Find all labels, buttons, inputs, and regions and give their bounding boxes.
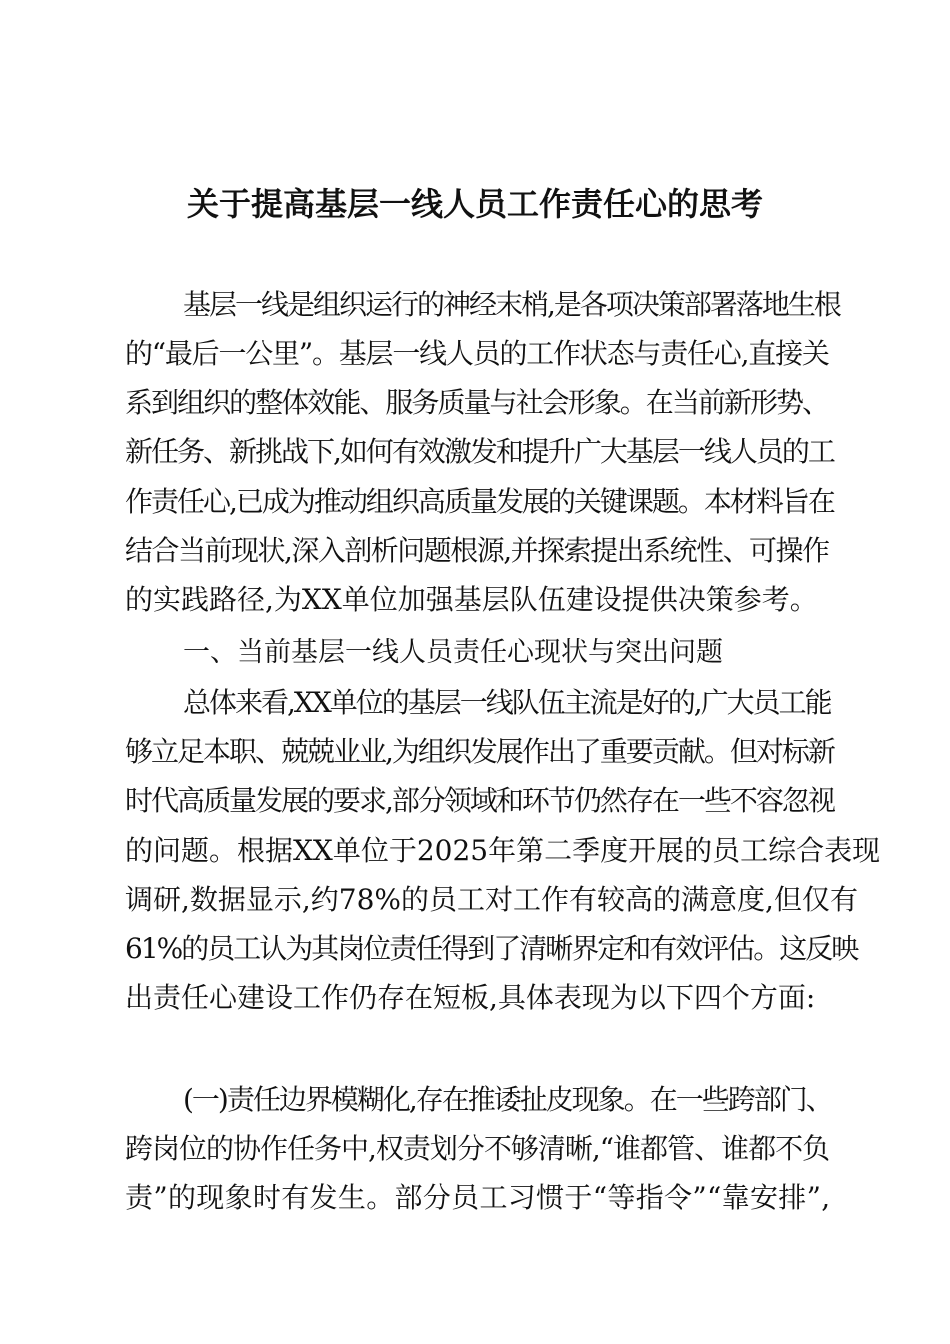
text-line: 出责任心建设工作仍存在短板,具体表现为以下四个方面:: [125, 981, 816, 1014]
document-title: 关于提高基层一线人员工作责任心的思考: [186, 185, 763, 223]
text-line: 作责任心,已成为推动组织高质量发展的关键课题。本材料旨在: [125, 485, 834, 518]
text-line: 的“最后一公里”。基层一线人员的工作状态与责任心,直接关: [125, 337, 829, 370]
text-line: 系到组织的整体效能、服务质量与社会形象。在当前新形势、: [125, 386, 829, 419]
text-line: 责”的现象时有发生。部分员工习惯于“等指令”“靠安排”,: [125, 1181, 831, 1214]
section-heading: 一、当前基层一线人员责任心现状与突出问题: [183, 637, 723, 668]
text-line: 跨岗位的协作任务中,权责划分不够清晰,“谁都管、谁都不负: [125, 1132, 830, 1165]
text-line: 够立足本职、兢兢业业,为组织发展作出了重要贡献。但对标新: [125, 735, 834, 768]
text-line: 的实践路径,为XX单位加强基层队伍建设提供决策参考。: [125, 583, 818, 616]
text-line: 结合当前现状,深入剖析问题根源,并探索提出系统性、可操作: [125, 534, 829, 567]
text-line: 总体来看,XX单位的基层一线队伍主流是好的,广大员工能: [183, 686, 831, 719]
text-line: 的问题。根据XX单位于2025年第二季度开展的员工综合表现: [125, 834, 881, 867]
text-line: (一)责任边界模糊化,存在推诿扯皮现象。在一些跨部门、: [183, 1083, 832, 1116]
text-line: 61%的员工认为其岗位责任得到了清晰界定和有效评估。这反映: [125, 932, 858, 965]
text-line: 调研,数据显示,约78%的员工对工作有较高的满意度,但仅有: [125, 883, 858, 916]
text-line: 基层一线是组织运行的神经末梢,是各项决策部署落地生根: [183, 288, 840, 321]
text-line: 新任务、新挑战下,如何有效激发和提升广大基层一线人员的工: [125, 435, 834, 468]
text-line: 时代高质量发展的要求,部分领域和环节仍然存在一些不容忽视: [125, 784, 834, 817]
